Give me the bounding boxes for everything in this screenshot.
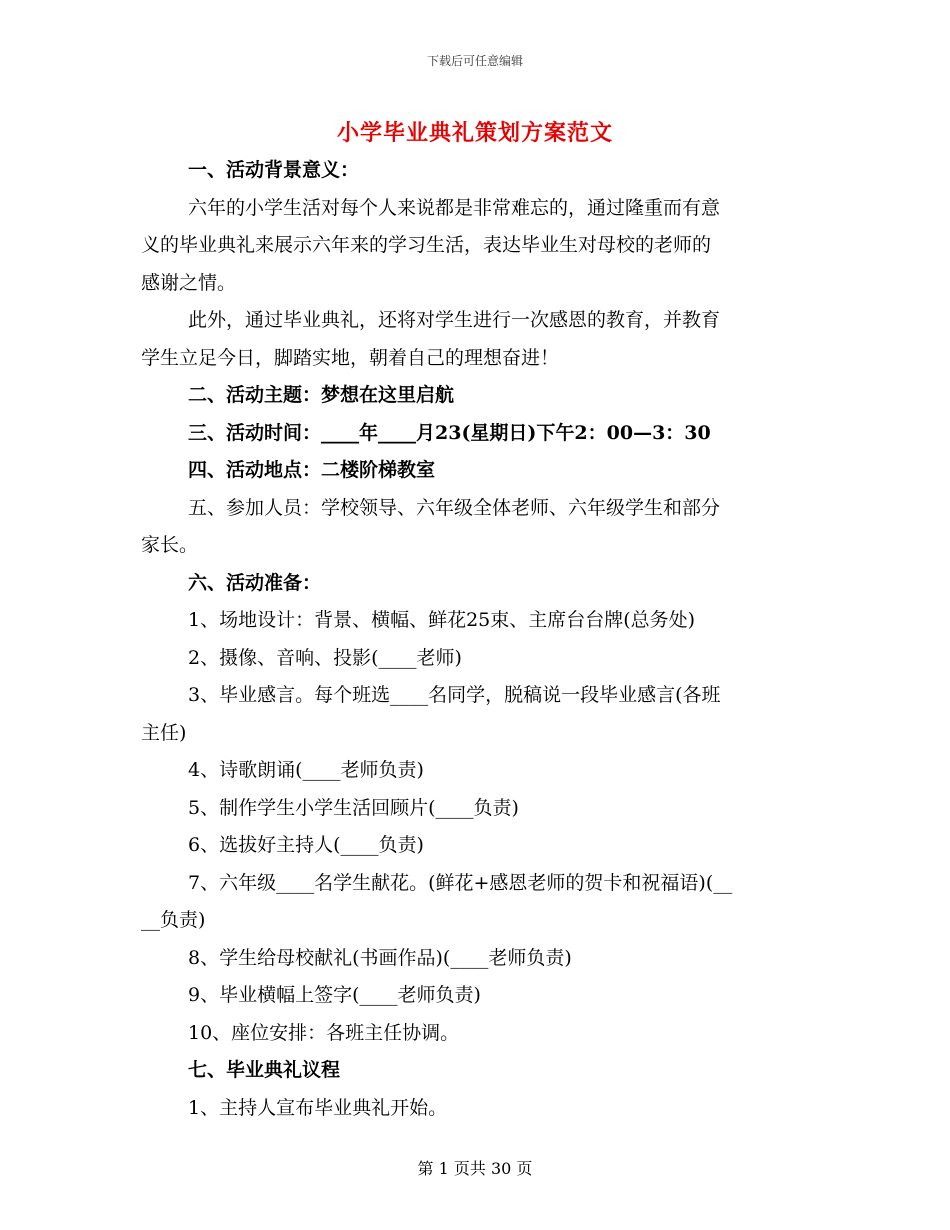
paragraph-line: 家长。: [141, 534, 199, 556]
list-item: 3、毕业感言。每个班选____名同学，脱稿说一段毕业感言(各班: [188, 684, 721, 706]
list-item: 5、制作学生小学生活回顾片(____负责): [188, 796, 519, 819]
paragraph-line: 五、参加人员：学校领导、六年级全体老师、六年级学生和部分: [188, 496, 721, 519]
list-item: 8、学生给母校献礼(书画作品)(____老师负责): [188, 946, 572, 969]
paragraph-line: 六年的小学生活对每个人来说都是非常难忘的，通过隆重而有意: [188, 196, 721, 219]
list-item: 4、诗歌朗诵(____老师负责): [188, 759, 424, 781]
section-heading-preparation: 六、活动准备：: [188, 571, 322, 594]
section-heading-theme: 二、活动主题：梦想在这里启航: [188, 384, 455, 406]
list-item-continuation: 主任): [141, 721, 187, 744]
list-item: 6、选拔好主持人(____负责): [188, 834, 424, 856]
section-heading-time: 三、活动时间：____年____月23(星期日)下午2：00—3：30: [188, 421, 711, 444]
list-item: 1、主持人宣布毕业典礼开始。: [188, 1096, 448, 1119]
document-title: 小学毕业典礼策划方案范文: [336, 120, 613, 146]
list-item: 7、六年级____名学生献花。(鲜花+感恩老师的贺卡和祝福语)(__: [188, 871, 733, 894]
list-item-continuation: __负责): [141, 909, 206, 931]
list-item: 2、摄像、音响、投影(____老师): [188, 646, 462, 669]
section-heading-location: 四、活动地点：二楼阶梯教室: [188, 459, 436, 481]
list-item: 1、场地设计：背景、横幅、鲜花25束、主席台台牌(总务处): [188, 609, 696, 631]
header-note: 下载后可任意编辑: [426, 54, 523, 68]
paragraph-line: 义的毕业典礼来展示六年来的学习生活，表达毕业生对母校的老师的: [141, 234, 712, 256]
document-body: [141, 152, 811, 1127]
section-heading-background: 一、活动背景意义：: [188, 159, 360, 181]
page-footer: 第 1 页共 30 页: [417, 1159, 533, 1178]
section-heading-agenda: 七、毕业典礼议程: [188, 1059, 341, 1081]
list-item: 10、座位安排：各班主任协调。: [188, 1021, 460, 1044]
paragraph-line: 此外，通过毕业典礼，还将对学生进行一次感恩的教育，并教育: [188, 309, 721, 331]
paragraph-line: 学生立足今日，脚踏实地，朝着自己的理想奋进！: [141, 346, 560, 369]
list-item: 9、毕业横幅上签字(____老师负责): [188, 984, 481, 1006]
paragraph-line: 感谢之情。: [141, 271, 237, 294]
